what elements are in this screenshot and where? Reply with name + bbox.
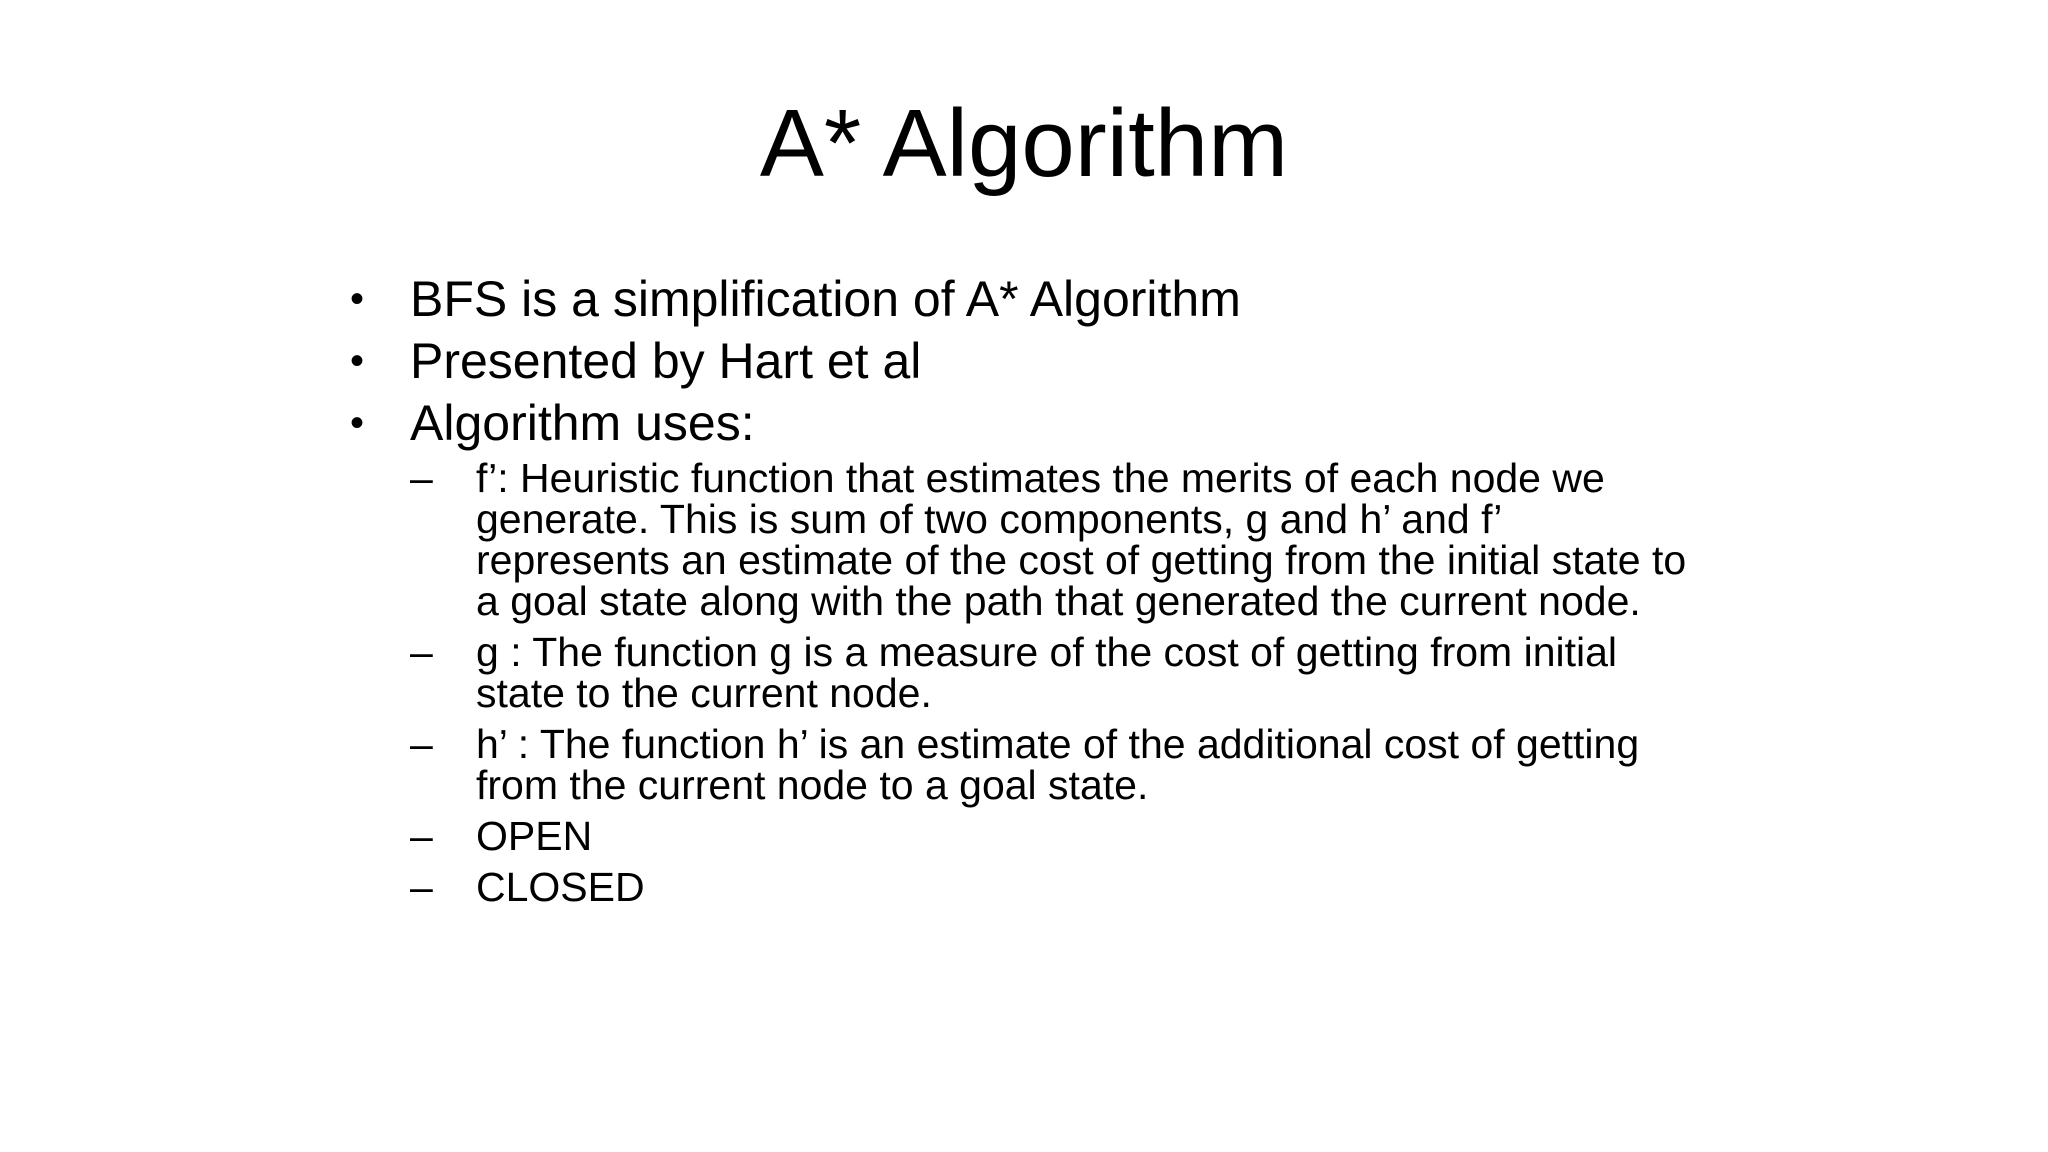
- bullet-item: [350, 330, 1730, 392]
- subbullet-item: [410, 629, 1690, 716]
- subbullet-text: CLOSED: [476, 864, 645, 910]
- bullet-marker: •: [350, 277, 365, 321]
- subbullet-list: [410, 455, 1690, 910]
- subbullet-marker: –: [410, 721, 433, 767]
- subbullet-item: [410, 864, 1690, 910]
- subbullet-text: f’: Heuristic function that estimates the merits of each node we generate. This is sum of two components, g and h’ and f’ represents an estimate of the cost of getting from the initial state to a goal state along with the path that generated the current node.: [476, 455, 1687, 624]
- subbullet-text: h’ : The function h’ is an estimate of the additional cost of getting from the current node to a goal state.: [476, 721, 1640, 808]
- bullet-marker: •: [350, 401, 365, 445]
- subbullet-item: [410, 721, 1690, 808]
- bullet-item: [350, 268, 1730, 330]
- subbullet-item: [410, 455, 1690, 624]
- slide-title: A* Algorithm: [759, 90, 1289, 197]
- subbullet-item: [410, 813, 1690, 859]
- subbullet-marker: –: [410, 629, 433, 675]
- bullet-text: Presented by Hart et al: [410, 333, 922, 389]
- subbullet-text: OPEN: [476, 813, 593, 859]
- bullet-text: Algorithm uses:: [410, 395, 755, 451]
- subbullet-marker: –: [410, 813, 433, 859]
- bullet-text: BFS is a simplification of A* Algorithm: [410, 271, 1241, 327]
- bullet-list: [350, 268, 1730, 918]
- subbullet-marker: –: [410, 864, 433, 910]
- subbullet-text: g : The function g is a measure of the cost of getting from initial state to the current node.: [476, 629, 1618, 716]
- subbullet-marker: –: [410, 455, 433, 501]
- bullet-item: [350, 392, 1730, 454]
- bullet-marker: •: [350, 339, 365, 383]
